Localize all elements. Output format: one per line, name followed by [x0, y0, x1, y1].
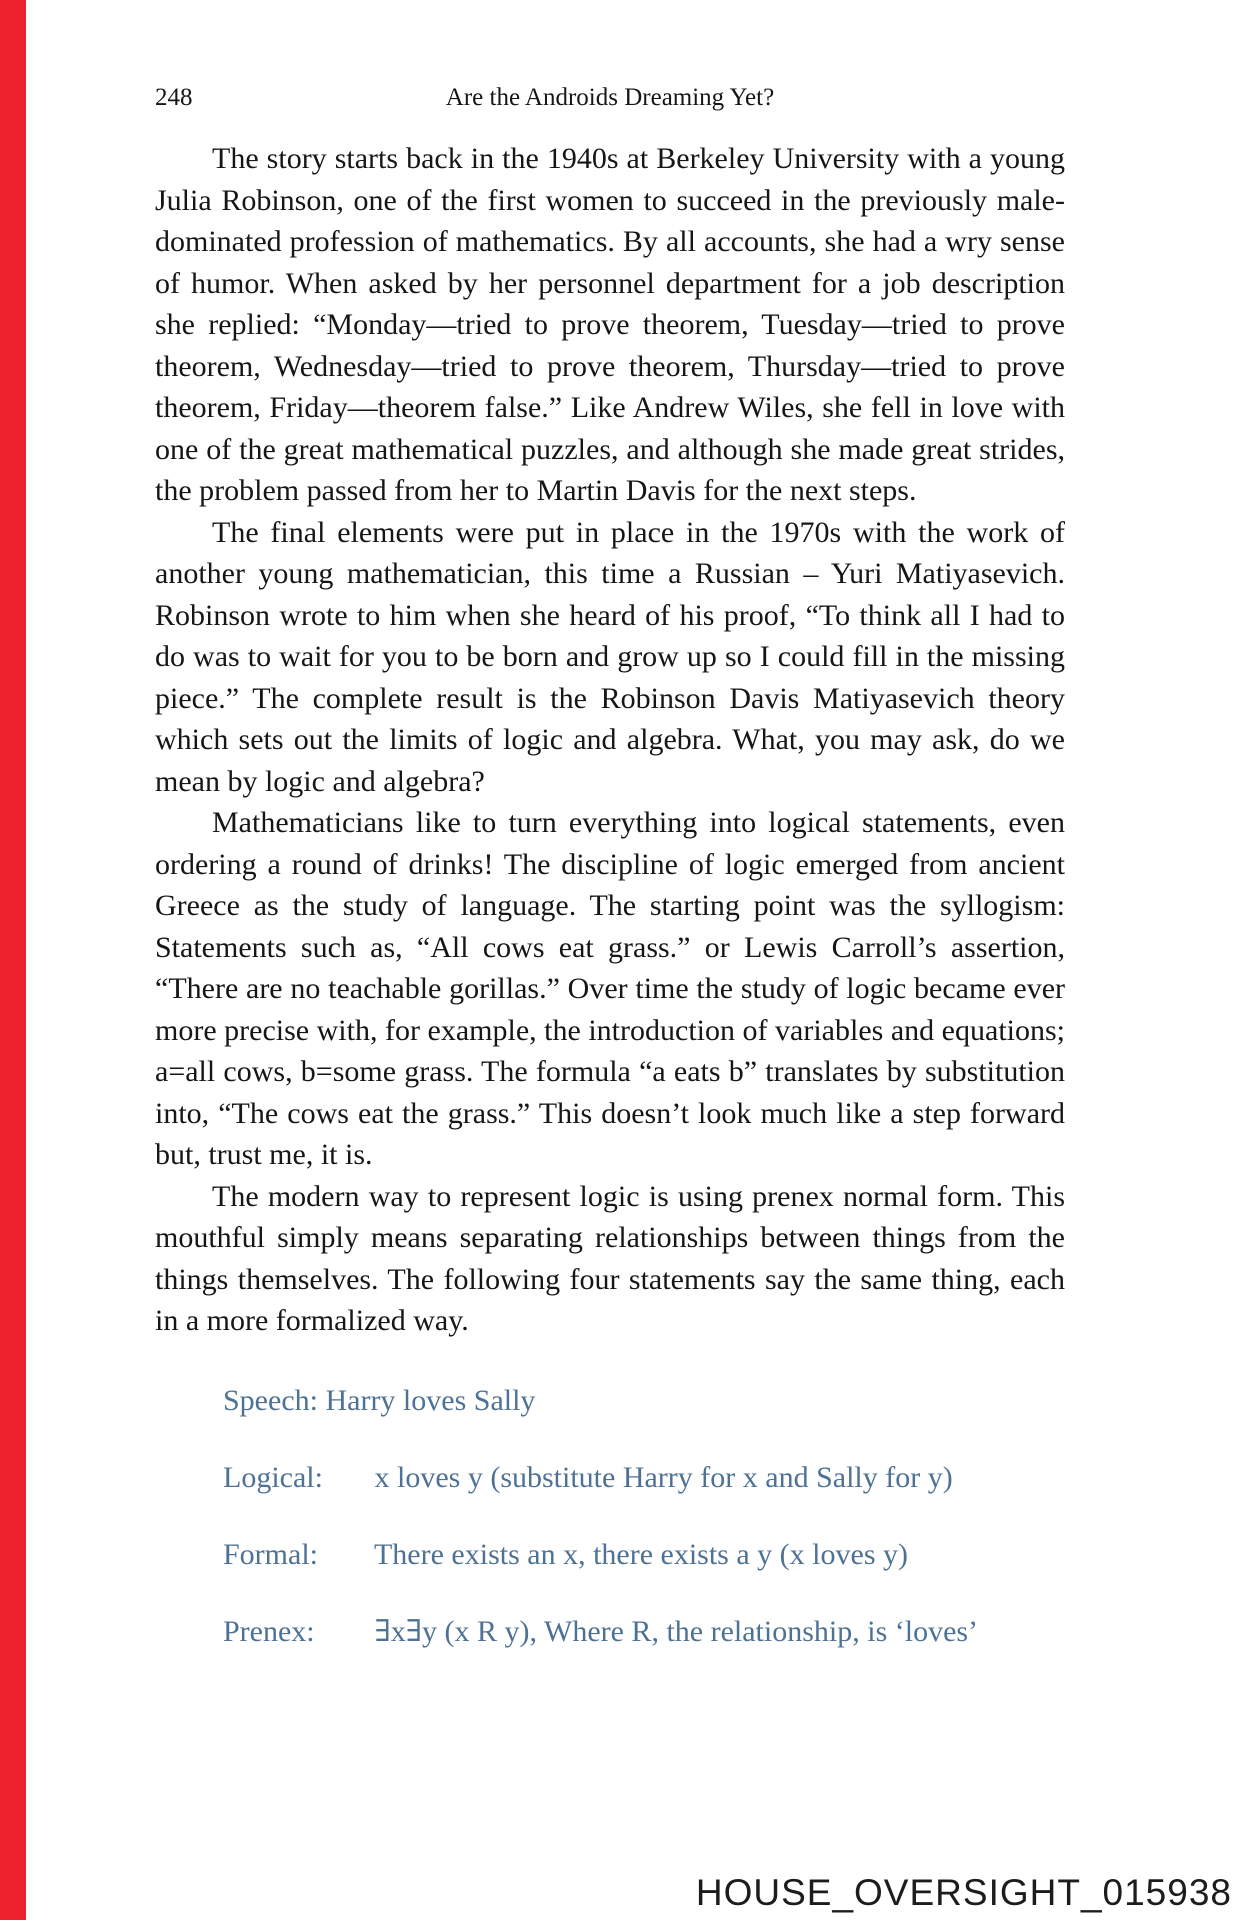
body-paragraph: The final elements were put in place in the 1970s with the work of another young mathematician, this time a Russian – Yuri Matiyasevich. Robinson wrote to him when she heard of his proof, “To think all I had to do was to wait for you to be born and grow up so I could fill in the missing piece.” The complete result is the Robinson Davis Matiyasevich theory which sets out the limits of logic and algebra. What, you may ask, do we mean by logic and algebra?	[155, 515, 1065, 798]
statement-label: Prenex:	[223, 1615, 315, 1648]
body-text	[155, 138, 1065, 1342]
page-header	[155, 84, 1065, 118]
watermark-stamp: HOUSE_OVERSIGHT_015938	[695, 1872, 1232, 1913]
statement-label: Logical:	[223, 1461, 323, 1494]
left-edge-stripe	[0, 0, 26, 1920]
statement-row-prenex	[223, 1611, 1103, 1653]
body-paragraph: The modern way to represent logic is using prenex normal form. This mouthful simply means separating relationships between things from the things themselves. The following four statements say the same thing, each in a more formalized way.	[155, 1179, 1065, 1337]
statement-content: There exists an x, there exists a y (x loves y)	[373, 1538, 908, 1571]
statement-label: Formal:	[223, 1538, 318, 1571]
page-number: 248	[155, 84, 193, 111]
statement-content: Harry loves Sally	[325, 1384, 536, 1417]
body-paragraph: Mathematicians like to turn everything into logical statements, even ordering a round of drinks! The discipline of logic emerged from ancient Greece as the study of language. The starting point was the syllogism: Statements such as, “All cows eat grass.” or Lewis Carroll’s assertion, “There are no teachable gorillas.” Over time the study of logic became ever more precise with, for example, the introduction of variables and equations; a=all cows, b=some grass. The formula “a eats b” translates by substitution into, “The cows eat the grass.” This doesn’t look much like a step forward but, trust me, it is.	[155, 806, 1065, 1171]
running-title: Are the Androids Dreaming Yet?	[445, 84, 775, 111]
statement-content: x loves y (substitute Harry for x and Sally for y)	[374, 1461, 953, 1494]
formal-statements-block	[223, 1380, 1103, 1688]
statement-row-logical	[223, 1457, 1103, 1499]
body-paragraph: The story starts back in the 1940s at Berkeley University with a young Julia Robinson, one of the first women to succeed in the previously male-dominated profession of mathematics. By all accounts, she had a wry sense of humor. When asked by her personnel department for a job description she replied: “Monday—tried to prove theorem, Tuesday—tried to prove theorem, Wednesday—tried to prove theorem, Thursday—tried to prove theorem, Friday—theorem false.” Like Andrew Wiles, she fell in love with one of the great mathematical puzzles, and although she made great strides, the problem passed from her to Martin Davis for the next steps.	[155, 142, 1065, 507]
statement-row-speech	[223, 1380, 1103, 1422]
statement-label: Speech:	[223, 1384, 318, 1417]
statement-content: ∃x∃y (x R y), Where R, the relationship, is ‘loves’	[374, 1615, 979, 1648]
statement-row-formal	[223, 1534, 1103, 1576]
